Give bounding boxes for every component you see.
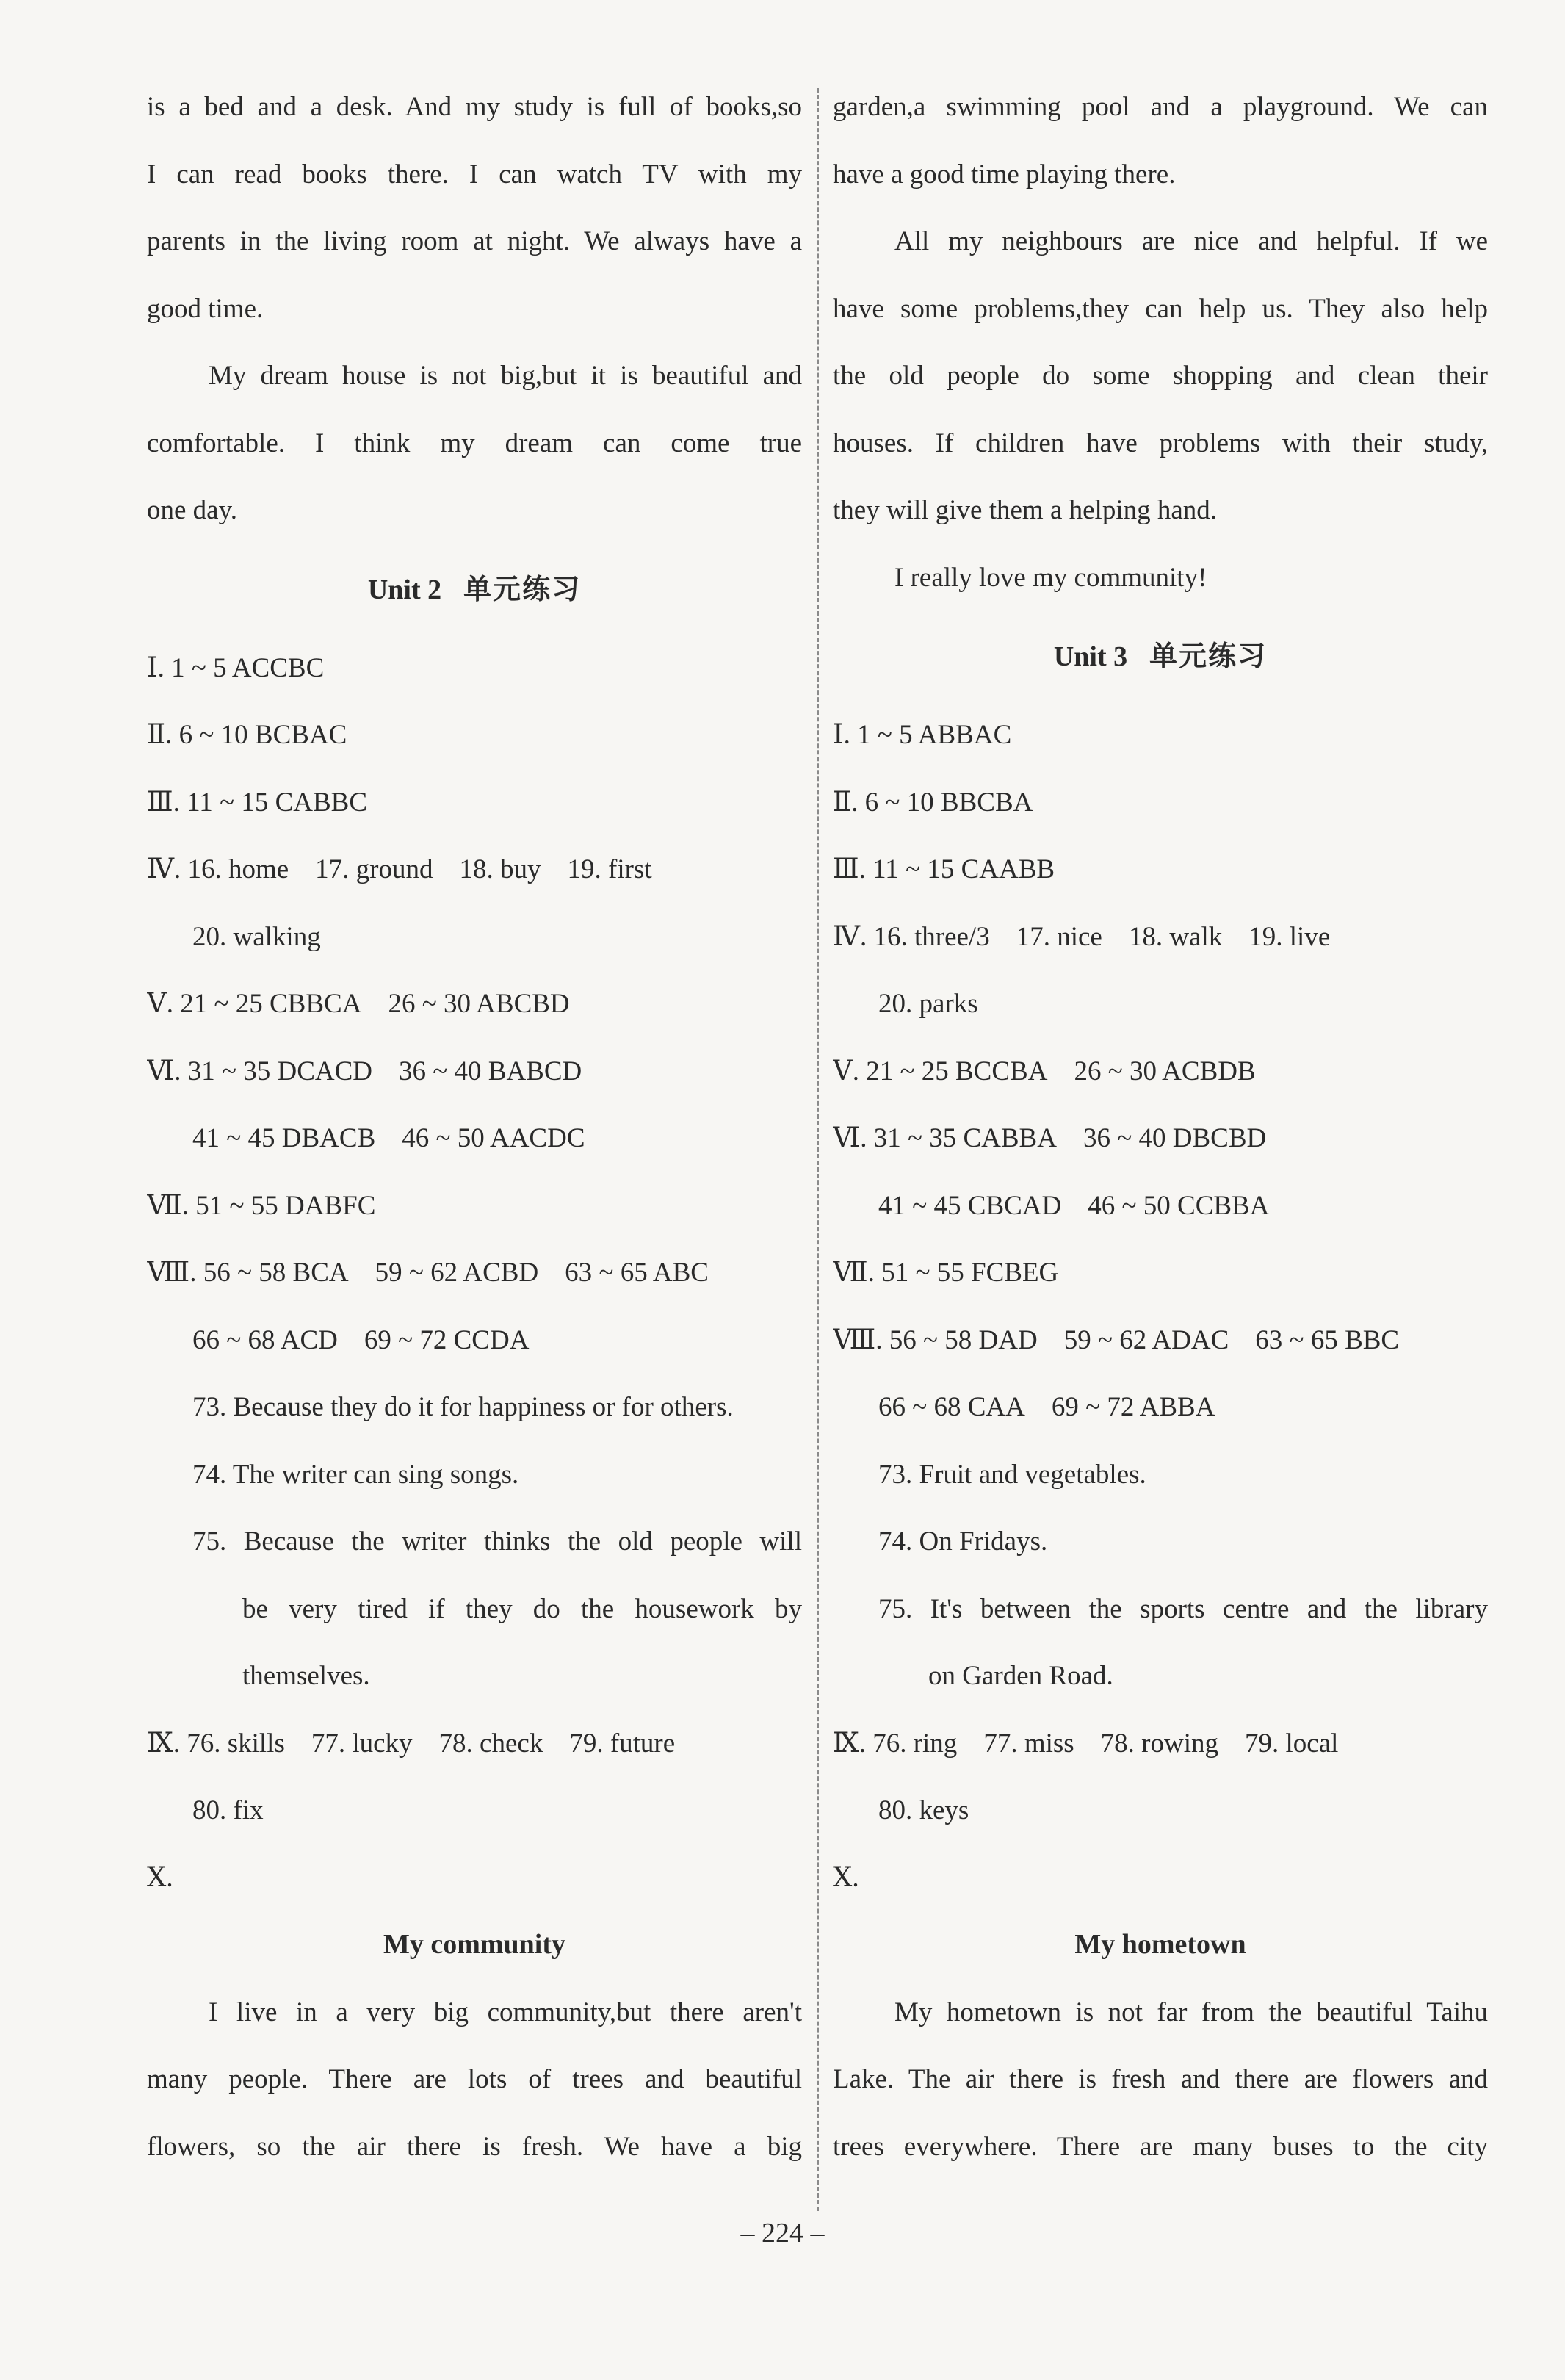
answer-line: 80. keys: [878, 1795, 969, 1825]
answer-line: [833, 1710, 1488, 1778]
answer-item: Ⅸ. 76. ring: [833, 1728, 958, 1759]
text-line: houses. If children have problems with their study,: [833, 428, 1488, 458]
text-line: garden,a swimming pool and a playground. We can: [833, 92, 1488, 122]
answer-item: Ⅷ. 56 ~ 58 DAD: [833, 1324, 1038, 1355]
answer-line: [833, 1172, 1488, 1240]
text-line: trees everywhere. There are many buses to the city: [833, 2131, 1488, 2162]
answer-item: 59 ~ 62 ACBD: [375, 1258, 539, 1288]
answer-line: Ⅱ. 6 ~ 10 BCBAC: [147, 720, 347, 750]
answer-item: 36 ~ 40 BABCD: [399, 1056, 582, 1086]
answer-line: Ⅱ. 6 ~ 10 BBCBA: [833, 787, 1033, 818]
answer-line: on Garden Road.: [928, 1661, 1113, 1691]
text-line: one day.: [147, 495, 237, 525]
answer-line: Ⅰ. 1 ~ 5 ACCBC: [147, 652, 325, 683]
answer-item: 18. walk: [1128, 921, 1223, 952]
unit-title: Unit 3: [1053, 641, 1128, 672]
answer-item: 17. ground: [315, 854, 433, 884]
answer-line: 74. The writer can sing songs.: [192, 1459, 519, 1490]
answer-item: 26 ~ 30 ABCBD: [388, 989, 570, 1019]
answer-line: Ⅲ. 11 ~ 15 CABBC: [147, 787, 368, 818]
answer-item: 36 ~ 40 DBCBD: [1083, 1123, 1267, 1153]
answer-item: 19. first: [567, 854, 652, 884]
answer-item: 78. check: [438, 1728, 543, 1759]
text-line: All my neighbours are nice and helpful. If we: [894, 226, 1488, 256]
right-column: [833, 73, 1488, 2180]
column-divider: [817, 88, 819, 2211]
answer-item: Ⅸ. 76. skills: [147, 1728, 285, 1759]
answer-item: 41 ~ 45 CBCAD: [878, 1190, 1062, 1221]
answer-line: 20. parks: [878, 989, 978, 1019]
answer-line: [833, 1038, 1488, 1106]
answer-line: Ⅶ. 51 ~ 55 FCBEG: [833, 1258, 1059, 1288]
answer-line: Ⅶ. 51 ~ 55 DABFC: [147, 1190, 376, 1221]
answer-item: 17. nice: [1016, 921, 1102, 952]
answer-item: Ⅵ. 31 ~ 35 CABBA: [833, 1123, 1057, 1153]
answer-item: 77. miss: [983, 1728, 1074, 1759]
answer-line: Ⅹ.: [147, 1862, 173, 1893]
answer-line: [147, 1105, 802, 1172]
text-line: My dream house is not big,but it is beautiful and: [209, 361, 802, 391]
answer-line: 74. On Fridays.: [878, 1526, 1048, 1557]
essay-title: My community: [383, 1929, 566, 1960]
answer-item: Ⅳ. 16. three/3: [833, 921, 990, 952]
answer-line: 75. Because the writer thinks the old people will: [192, 1526, 802, 1557]
text-line: I really love my community!: [894, 562, 1207, 593]
text-line: My hometown is not far from the beautiful Taihu: [894, 1997, 1488, 2027]
answer-item: 79. local: [1245, 1728, 1339, 1759]
left-column: [147, 73, 802, 2180]
answer-item: 46 ~ 50 AACDC: [402, 1123, 585, 1153]
answer-item: 18. buy: [459, 854, 541, 884]
answer-item: 46 ~ 50 CCBBA: [1088, 1190, 1270, 1221]
text-line: flowers, so the air there is fresh. We have a big: [147, 2131, 802, 2162]
answer-item: 66 ~ 68 ACD: [192, 1324, 338, 1355]
answer-line: [147, 1710, 802, 1778]
text-line: Lake. The air there is fresh and there are flowers and: [833, 2064, 1488, 2094]
answer-line: [147, 1307, 802, 1374]
answer-line: [833, 904, 1488, 971]
answer-item: Ⅴ. 21 ~ 25 BCCBA: [833, 1056, 1048, 1086]
answer-line: 75. It's between the sports centre and the library: [878, 1593, 1488, 1624]
answer-line: 73. Fruit and vegetables.: [878, 1459, 1146, 1490]
answer-line: [833, 1374, 1488, 1441]
answer-item: 66 ~ 68 CAA: [878, 1392, 1025, 1422]
text-line: is a bed and a desk. And my study is full of books,so: [147, 92, 802, 122]
answer-line: [833, 1307, 1488, 1374]
answer-item: Ⅳ. 16. home: [147, 854, 289, 884]
answer-item: 79. future: [569, 1728, 676, 1759]
answer-line: 80. fix: [192, 1795, 264, 1825]
answer-item: 77. lucky: [311, 1728, 413, 1759]
answer-line: 73. Because they do it for happiness or for others.: [192, 1392, 734, 1422]
text-line: have a good time playing there.: [833, 159, 1176, 190]
essay-title: My hometown: [1074, 1929, 1246, 1960]
answer-line: [147, 970, 802, 1038]
answer-line: [833, 1105, 1488, 1172]
answer-line: [147, 1239, 802, 1307]
answer-item: Ⅵ. 31 ~ 35 DCACD: [147, 1056, 373, 1086]
answer-item: 41 ~ 45 DBACB: [192, 1123, 376, 1153]
answer-item: 78. rowing: [1100, 1728, 1218, 1759]
answer-line: [147, 1038, 802, 1106]
text-line: parents in the living room at night. We always have a: [147, 226, 802, 256]
answer-item: 59 ~ 62 ADAC: [1063, 1324, 1229, 1355]
answer-line: 20. walking: [192, 921, 321, 952]
unit-subtitle: 单元练习: [463, 572, 582, 605]
answer-item: Ⅷ. 56 ~ 58 BCA: [147, 1258, 349, 1288]
answer-item: 69 ~ 72 ABBA: [1051, 1392, 1215, 1422]
answer-line: themselves.: [242, 1661, 370, 1691]
text-line: the old people do some shopping and clean their: [833, 361, 1488, 391]
unit-heading: [833, 611, 1488, 702]
unit-title: Unit 2: [367, 574, 442, 605]
text-line: many people. There are lots of trees and beautiful: [147, 2064, 802, 2094]
text-line: have some problems,they can help us. They also help: [833, 293, 1488, 324]
answer-line: Ⅰ. 1 ~ 5 ABBAC: [833, 720, 1012, 750]
answer-item: 26 ~ 30 ACBDB: [1074, 1056, 1256, 1086]
text-line: I can read books there. I can watch TV with my: [147, 159, 802, 190]
text-line: they will give them a helping hand.: [833, 495, 1218, 525]
unit-heading: [147, 544, 802, 635]
text-line: I live in a very big community,but there aren't: [209, 1997, 802, 2027]
page-number: – 224 –: [740, 2218, 825, 2249]
text-line: good time.: [147, 293, 264, 324]
answer-item: 69 ~ 72 CCDA: [364, 1324, 530, 1355]
unit-subtitle: 单元练习: [1149, 640, 1268, 672]
text-line: comfortable. I think my dream can come true: [147, 428, 802, 458]
answer-item: Ⅴ. 21 ~ 25 CBBCA: [147, 989, 362, 1019]
answer-item: 19. live: [1248, 921, 1331, 952]
answer-item: 63 ~ 65 ABC: [565, 1258, 709, 1288]
answer-line: be very tired if they do the housework by: [242, 1593, 802, 1624]
answer-line: [147, 836, 802, 904]
answer-line: Ⅹ.: [833, 1862, 859, 1893]
answer-line: Ⅲ. 11 ~ 15 CAABB: [833, 854, 1055, 884]
answer-item: 63 ~ 65 BBC: [1255, 1324, 1400, 1355]
